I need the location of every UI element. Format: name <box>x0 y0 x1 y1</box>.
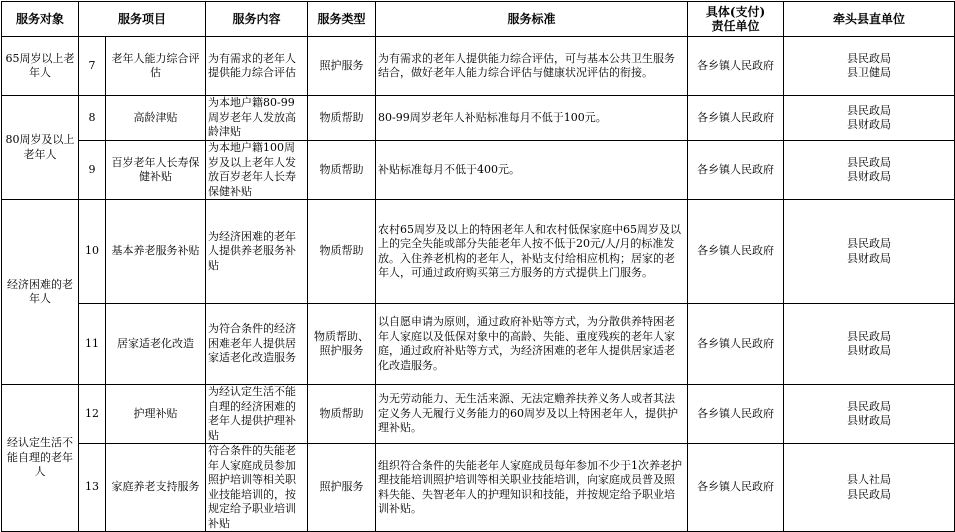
row-number: 12 <box>79 385 106 444</box>
lead-unit-1: 县人社局 <box>847 473 892 486</box>
service-standard: 以自愿申请为原则，通过政府补贴等方式，为分散供养特困老年人家庭以及低保对象中的高龄、失能、重度残疾的老年人家庭，通过政府补贴等方式，为经济困难的老年人提供居家适老化改造服务。 <box>376 304 688 385</box>
table-row <box>2 141 955 200</box>
header-item: 服务项目 <box>79 2 206 37</box>
service-standard: 农村65周岁及以上的特困老年人和农村低保家庭中65周岁及以上的完全失能或部分失能老年人按不低于20元/人/月的标准发放。入住养老机构的老年人，补贴支付给相应机构；居家的老年人，可通过政府购买第三方服务的方式提供上门服务。 <box>376 200 688 304</box>
lead-unit-1: 县民政局 <box>847 155 892 169</box>
row-number: 8 <box>79 96 106 141</box>
responsible-unit: 各乡镇人民政府 <box>688 200 784 304</box>
service-standard: 补贴标准每月不低于400元。 <box>376 141 688 200</box>
responsible-unit: 各乡镇人民政府 <box>688 37 784 96</box>
header-type: 服务类型 <box>308 2 376 37</box>
row-number: 11 <box>79 304 106 385</box>
responsible-unit: 各乡镇人民政府 <box>688 304 784 385</box>
lead-unit <box>784 444 955 532</box>
table-row <box>2 96 955 141</box>
lead-unit <box>784 96 955 141</box>
lead-unit <box>784 200 955 304</box>
lead-unit-2: 县卫健局 <box>847 66 892 79</box>
lead-unit-1: 县民政局 <box>847 51 892 65</box>
service-type: 照护服务 <box>308 444 376 532</box>
service-content: 为符合条件的经济困难老年人提供居家适老化改造服务 <box>206 304 308 385</box>
service-type: 物质帮助 <box>308 141 376 200</box>
lead-unit-1: 县民政局 <box>847 237 892 250</box>
header-object: 服务对象 <box>2 2 79 37</box>
responsible-unit: 各乡镇人民政府 <box>688 385 784 444</box>
responsible-unit: 各乡镇人民政府 <box>688 444 784 532</box>
table-row <box>2 200 955 304</box>
group-cell-disabled: 经认定生活不能自理的老年人 <box>2 385 79 532</box>
service-item: 基本养老服务补贴 <box>106 200 206 304</box>
service-item: 护理补贴 <box>106 385 206 444</box>
service-content: 为本地户籍80-99周岁老年人发放高龄津贴 <box>206 96 308 141</box>
group-cell-80plus: 80周岁及以上老年人 <box>2 96 79 200</box>
header-responsible <box>688 2 784 37</box>
header-standard: 服务标准 <box>376 2 688 37</box>
service-item: 家庭养老支持服务 <box>106 444 206 532</box>
lead-unit-2: 县财政局 <box>847 118 892 131</box>
service-item: 百岁老年人长寿保健补贴 <box>106 141 206 200</box>
service-standard: 80-99周岁老年人补贴标准每月不低于100元。 <box>376 96 688 141</box>
header-row <box>2 2 955 37</box>
service-item: 老年人能力综合评估 <box>106 37 206 96</box>
service-item: 居家适老化改造 <box>106 304 206 385</box>
lead-unit-1: 县民政局 <box>847 399 892 413</box>
responsible-unit: 各乡镇人民政府 <box>688 141 784 200</box>
lead-unit <box>784 141 955 200</box>
lead-unit-2: 县民政局 <box>847 487 892 501</box>
service-standard: 为无劳动能力、无生活来源、无法定赡养扶养义务人或者其法定义务人无履行义务能力的60周岁及以上特困老年人，提供护理补贴。 <box>376 385 688 444</box>
responsible-unit: 各乡镇人民政府 <box>688 96 784 141</box>
lead-unit-1: 县民政局 <box>847 329 892 343</box>
table-row <box>2 304 955 385</box>
service-standard: 组织符合条件的失能老年人家庭成员每年参加不少于1次养老护理技能培训照护培训等相关职业技能培训，向家庭成员普及照料失能、失智老年人的护理知识和技能，并按规定给予职业培训补贴。 <box>376 444 688 532</box>
group-cell-65plus: 65周岁以上老年人 <box>2 37 79 96</box>
lead-unit-2: 县财政局 <box>847 170 892 183</box>
header-resp-line1: 具体(支付) <box>705 5 766 19</box>
lead-unit <box>784 385 955 444</box>
service-type: 照护服务 <box>308 37 376 96</box>
lead-unit-2: 县财政局 <box>847 251 892 265</box>
row-number: 13 <box>79 444 106 532</box>
service-content: 为有需求的老年人提供能力综合评估 <box>206 37 308 96</box>
lead-unit-2: 县财政局 <box>847 344 892 357</box>
service-content: 为经认定生活不能自理的经济困难的老年人提供护理补贴 <box>206 385 308 444</box>
lead-unit-1: 县民政局 <box>847 103 892 117</box>
service-content: 为本地户籍100周岁及以上老年人发放百岁老年人长寿保健补贴 <box>206 141 308 200</box>
row-number: 10 <box>79 200 106 304</box>
service-content: 为经济困难的老年人提供养老服务补贴 <box>206 200 308 304</box>
service-type: 物质帮助 <box>308 385 376 444</box>
service-item: 高龄津贴 <box>106 96 206 141</box>
service-type: 物质帮助 <box>308 200 376 304</box>
row-number: 9 <box>79 141 106 200</box>
header-resp-line2: 责任单位 <box>711 19 760 33</box>
service-type: 物质帮助 <box>308 96 376 141</box>
service-standard: 为有需求的老年人提供能力综合评估，可与基本公共卫生服务结合，做好老年人能力综合评估与健康状况评估的衔接。 <box>376 37 688 96</box>
service-table <box>1 1 955 532</box>
lead-unit <box>784 304 955 385</box>
table-row <box>2 37 955 96</box>
row-number: 7 <box>79 37 106 96</box>
service-content: 符合条件的失能老年人家庭成员参加照护培训等相关职业技能培训的，按规定给予职业培训补贴 <box>206 444 308 532</box>
service-type: 物质帮助、照护服务 <box>308 304 376 385</box>
header-content: 服务内容 <box>206 2 308 37</box>
group-cell-poor: 经济困难的老年人 <box>2 200 79 385</box>
header-lead: 牵头县直单位 <box>784 2 955 37</box>
lead-unit <box>784 37 955 96</box>
table-row <box>2 444 955 532</box>
lead-unit-2: 县财政局 <box>847 414 892 427</box>
table-row <box>2 385 955 444</box>
